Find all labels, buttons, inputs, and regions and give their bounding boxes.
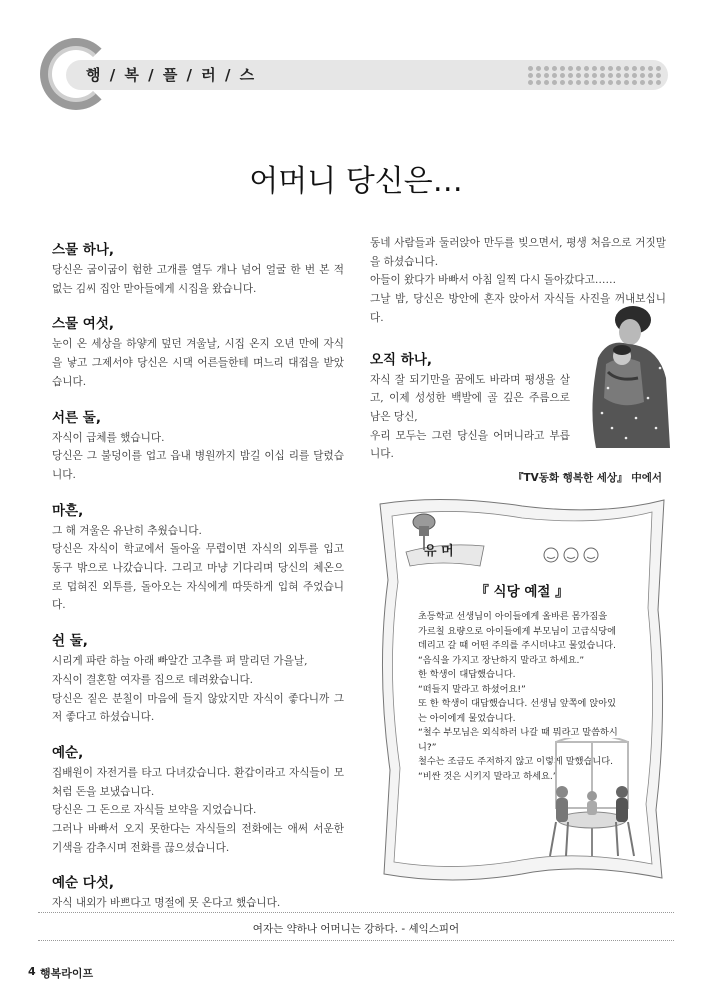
- dot: [608, 80, 613, 85]
- section-5: [52, 741, 344, 858]
- intro-text: 그날 밤, 당신은 방안에 혼자 앉아서 자식들 사진을 꺼내보십니다.: [370, 293, 666, 324]
- dot: [536, 73, 541, 78]
- humor-title: 『 식당 예절 』: [475, 584, 569, 600]
- humor-label: 유 머: [424, 544, 454, 559]
- section-text: 당신은 그 불덩이를 업고 읍내 병원까지 밤길 이십 리를 달렸습니다.: [52, 450, 344, 481]
- dot: [640, 73, 645, 78]
- footer-quote: 여자는 약하나 어머니는 강하다. - 셰익스피어: [252, 923, 460, 935]
- section-text: 당신은 그 돈으로 자식들 보약을 지었습니다.: [52, 804, 257, 817]
- section-heading: 서른 둘,: [52, 409, 101, 426]
- dot: [576, 80, 581, 85]
- intro-text: 동네 사람들과 둘러앉아 만두를 빚으면서, 평생 처음으로 거짓말을 하셨습니다.: [370, 237, 666, 268]
- dot: [624, 73, 629, 78]
- dot: [560, 73, 565, 78]
- dot: [640, 80, 645, 85]
- dot: [584, 80, 589, 85]
- dot: [608, 73, 613, 78]
- dot: [616, 66, 621, 71]
- dot: [584, 73, 589, 78]
- section-text: 눈이 온 세상을 하얗게 덮던 겨울날, 시집 온지 오년 만에 자식을 낳고 그제서야 당신은 시댁 어른들한테 며느리 대접을 받았습니다.: [52, 338, 344, 388]
- dot: [528, 73, 533, 78]
- dot: [544, 80, 549, 85]
- dot: [544, 66, 549, 71]
- section-3: [52, 499, 344, 616]
- section-text: 당신은 짙은 분칠이 마음에 들지 않았지만 자식이 좋다니까 그저 좋다고 하셨습니다.: [52, 692, 344, 724]
- section-6: [52, 871, 344, 913]
- dot: [528, 66, 533, 71]
- humor-line: 철수는 조금도 주저하지 않고 이렇게 말했습니다.: [418, 756, 614, 767]
- footer-divider-bottom: [38, 940, 674, 941]
- section-text: 당신은 굽이굽이 험한 고개를 열두 개나 넘어 얼굴 한 번 본 적 없는 김씨 집안 맏아들에게 시집을 왔습니다.: [52, 264, 344, 295]
- pushpin-icon: [402, 508, 488, 568]
- section-text: 집배원이 자전거를 타고 다녀갔습니다. 환갑이라고 자식들이 모처럼 돈을 보냈습니다.: [52, 766, 344, 798]
- humor-line: “음식을 가지고 장난하지 말라고 하세요.”: [418, 654, 585, 666]
- dot: [656, 80, 661, 85]
- dot: [632, 73, 637, 78]
- dot: [624, 66, 629, 71]
- family-dining-illustration: [536, 738, 648, 862]
- dot: [648, 73, 653, 78]
- section-heading: 예순 다섯,: [52, 875, 114, 892]
- header-dots-decoration: [528, 63, 668, 87]
- dot: [616, 80, 621, 85]
- dot: [632, 66, 637, 71]
- section-text: 그러나 바빠서 오지 못한다는 자식들의 전화에는 애써 서운한 기색을 감추시며 전화를 끊으셨습니다.: [52, 823, 344, 854]
- section-heading: 예순,: [52, 744, 84, 761]
- magazine-label: 행복라이프: [40, 967, 94, 980]
- left-column: [52, 238, 344, 927]
- humor-line: 한 학생이 대답했습니다.: [418, 669, 516, 680]
- dot: [600, 80, 605, 85]
- dot: [648, 66, 653, 71]
- dot: [536, 80, 541, 85]
- dot: [544, 73, 549, 78]
- dot: [608, 66, 613, 71]
- dot: [576, 73, 581, 78]
- intro-text: 아들이 왔다가 바빠서 아침 일찍 다시 돌아갔다고……: [370, 274, 617, 287]
- humor-line: 초등학교 선생님이 아이들에게 올바른 몸가짐을 가르칠 요량으로 아이들에게 부모님이 고급식당에 데리고 갈 때 어떤 주의를 주시더냐고 물었습니다.: [418, 611, 617, 651]
- dot: [632, 80, 637, 85]
- dot: [528, 80, 533, 85]
- section-heading: 스물 여섯,: [52, 316, 114, 333]
- dot: [552, 80, 557, 85]
- dot: [568, 73, 573, 78]
- section-text: 자식이 급체를 했습니다.: [52, 431, 165, 444]
- dot: [640, 66, 645, 71]
- humor-line: “비싼 것은 시키지 말라고 하세요.”: [418, 770, 558, 782]
- section-2: [52, 406, 344, 485]
- dot: [560, 80, 565, 85]
- humor-line: “철수 부모님은 외식하러 나갈 때 뭐라고 말씀하시니?”: [418, 727, 618, 753]
- section-text: 당신은 자식이 학교에서 돌아올 무렵이면 자식의 외투를 입고 동구 밖으로 나갔습니다. 그리고 마냥 기다리며 당신의 체온으로 덥혀진 외투를, 돌아오는 자식에게 따뜻하게 입혀 주었습니다.: [52, 543, 344, 612]
- section-heading: 마흔,: [52, 502, 84, 519]
- section-0: [52, 238, 344, 298]
- source-citation: 『TV동화 행복한 세상』 中에서: [512, 472, 662, 484]
- dot: [536, 66, 541, 71]
- dot: [552, 66, 557, 71]
- dot: [560, 66, 565, 71]
- section-text: 자식 잘 되기만을 꿈에도 바라며 평생을 살고, 이제 성성한 백발에 골 깊은 주름으로 남은 당신,: [370, 373, 570, 423]
- section-text: 시리게 파란 하늘 아래 빠알간 고추를 펴 말리던 가을날,: [52, 655, 308, 668]
- dot: [656, 66, 661, 71]
- section-heading: 오직 하나,: [370, 351, 432, 368]
- header-title: 행 / 복 / 플 / 러 / 스: [86, 66, 257, 84]
- humor-line: “떠들지 말라고 하셨어요!”: [418, 683, 526, 695]
- dot: [592, 73, 597, 78]
- dot: [600, 73, 605, 78]
- section-heading: 쉰 둘,: [52, 633, 88, 650]
- dot: [592, 80, 597, 85]
- page-number: 4: [28, 965, 36, 978]
- section-text: 자식 내외가 바쁘다고 명절에 못 온다고 했습니다.: [52, 897, 281, 910]
- section-text: 자식이 결혼할 여자를 집으로 데려왔습니다.: [52, 673, 254, 686]
- dot: [584, 66, 589, 71]
- mother-carrying-child-illustration: [578, 298, 672, 448]
- humor-line: 또 한 학생이 대답했습니다. 선생님 앞쪽에 앉아있는 아이에게 물었습니다.: [418, 698, 616, 724]
- section-4: [52, 629, 344, 727]
- dot: [656, 73, 661, 78]
- dot: [648, 80, 653, 85]
- section-text: 그 해 겨울은 유난히 추웠습니다.: [52, 524, 202, 537]
- dot: [568, 80, 573, 85]
- dot: [600, 66, 605, 71]
- article-title: 어머니 당신은…: [249, 164, 463, 199]
- dot: [616, 73, 621, 78]
- section-text: 우리 모두는 그런 당신을 어머니라고 부릅니다.: [370, 429, 570, 461]
- footer-divider-top: [38, 912, 674, 913]
- smiley-faces-icon: [542, 546, 600, 564]
- dot: [576, 66, 581, 71]
- section-1: [52, 312, 344, 391]
- section-heading: 스물 하나,: [52, 242, 114, 258]
- dot: [624, 80, 629, 85]
- dot: [552, 73, 557, 78]
- dot: [592, 66, 597, 71]
- dot: [568, 66, 573, 71]
